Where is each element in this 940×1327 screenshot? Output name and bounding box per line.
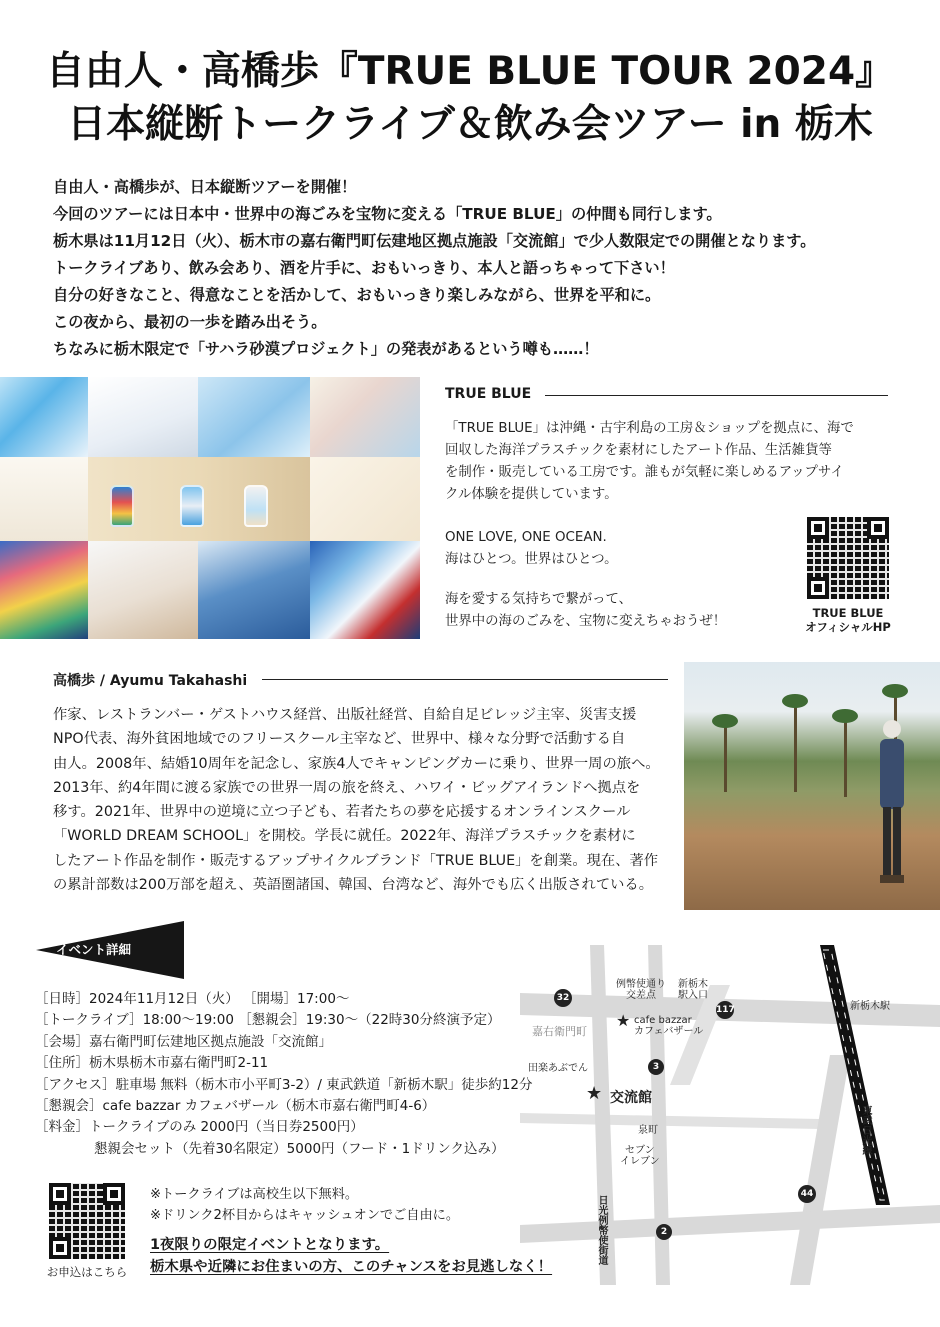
map-label-line: 例幣使通り [616,979,666,990]
note-line: ※ドリンク2杯目からはキャッシュオンでご自由に。 [150,1208,460,1223]
route-badge: 44 [798,1185,816,1203]
map-label-nikko-road: 日光例幣使街道 [596,1195,607,1265]
title-line-1: 自由人・高橋歩『TRUE BLUE TOUR 2024』 [45,49,895,94]
collage-photo [310,377,420,457]
palm-frond [832,709,858,723]
detail-party: ［懇親会］cafe bazzar カフェバザール（栃木市嘉右衛門町4-6） [35,1098,436,1115]
map-label-line: イレブン [620,1156,660,1167]
collage-photo [0,377,88,457]
collage-photo [88,377,198,457]
detail-talk-live: ［トークライブ］18:00〜19:00 ［懇親会］19:30〜（22時30分終演予定） [35,1012,501,1029]
detail-date: ［日時］2024年11月12日（火） ［開場］17:00〜 [35,991,350,1007]
detail-price: ［料金］トークライブのみ 2000円（当日券2500円） [35,1119,364,1136]
true-blue-qr-code[interactable] [807,517,889,599]
jar-shape [180,485,204,527]
collage-photo [310,541,420,639]
map-label-line: 新栃木 [678,979,708,990]
bio-line: 2013年、約4年間に渡る家族での世界一周の旅を終え、ハワイ・ビッグアイランドへ拠点を [53,779,641,796]
apply-qr-caption: お申込はこちら [46,1265,128,1279]
detail-address: ［住所］栃木県栃木市嘉右衛門町2-11 [35,1055,269,1072]
true-blue-slogan [445,527,785,571]
description-line: を制作・販売している工房です。誰もが気軽に楽しめるアップサイ [445,465,844,480]
section-divider [545,395,888,396]
bio-line: の累計部数は200万部を超え、英語圏諸国、韓国、台湾など、海外でも広く出版されている。 [53,877,654,894]
intro-line: 栃木県は11月12日（火）、栃木市の嘉右衛門町伝建地区拠点施設「交流館」で少人数限定での開催となります。 [53,232,816,250]
collage-photo [0,457,88,541]
map-label-izumicho: 泉町 [638,1125,658,1136]
map-label-line: cafe bazzar [634,1015,692,1026]
palm-trunk [724,722,727,792]
event-closing [150,1234,552,1278]
collage-photo [0,541,88,639]
true-blue-message [445,589,785,633]
qr-caption-line: TRUE BLUE [812,606,884,620]
collage-photo [198,541,310,639]
map-label-line: カフェバザール [634,1026,704,1037]
map-label-kaemoncho: 嘉右衛門町 [532,1025,587,1038]
map-label-reiheishi-crossing [616,979,666,1001]
closing-line: 1夜限りの限定イベントとなります。 [150,1237,390,1253]
collage-photo-jars [88,457,310,541]
message-line: 世界中の海のごみを、宝物に変えちゃおうぜ！ [445,614,727,629]
slogan-line: ONE LOVE, ONE OCEAN. [445,530,607,545]
bio-line: 由人。2008年、結婚10周年を記念し、家族4人でキャンピングカーに乗り、世界一周の旅へ。 [53,755,660,772]
map-label-line: 駅入口 [678,990,708,1001]
qr-finder [807,517,829,539]
collage-photo [88,541,198,639]
route-badge: 117 [716,1001,734,1019]
collage-photo [310,457,420,541]
intro-line: ちなみに栃木限定で「サハラ砂漠プロジェクト」の発表があるという噂も……！ [53,340,599,358]
bio-line: 作家、レストランバー・ゲストハウス経営、出版社経営、自給自足ビレッジ主宰、災害支援 [53,707,637,723]
bio-line: 移す。2021年、世界中の逆境に立つ子ども、若者たちの夢を応援するオンラインスクール [53,804,631,821]
intro-line: 自由人・高橋歩が、日本縦断ツアーを開催！ [53,178,357,196]
intro-line: トークライブあり、飲み会あり、酒を片手に、おもいっきり、本人と語っちゃって下さい！ [53,259,675,277]
qr-finder [103,1183,125,1205]
product-photo-collage [0,377,420,639]
star-icon: ★ [616,1011,631,1030]
description-line: 「TRUE BLUE」は沖縄・古宇利島の工房＆ショップを拠点に、海で [445,421,854,436]
section-divider [262,679,668,680]
jar-shape [110,485,134,527]
collage-photo [198,377,310,457]
profile-heading: 高橋歩 / Ayumu Takahashi [53,673,248,689]
description-line: クル体験を提供しています。 [445,487,618,502]
jar-shape [244,485,268,527]
bio-line: したアート作品を制作・販売するアップサイクルブランド「TRUE BLUE」を創業。現在、著作 [53,852,659,869]
true-blue-qr-caption [795,606,901,634]
bio-line: NPO代表、海外貧困地域でのフリースクール主宰など、世界中、様々な分野で活動する自 [53,731,626,748]
map-label-shintochigi-station: 新栃木駅 [850,1001,890,1012]
map-label-line: 交差点 [626,990,656,1001]
qr-finder [49,1237,71,1259]
palm-trunk [844,717,847,797]
qr-finder [867,517,889,539]
route-badge: 32 [554,989,572,1007]
map-label-tobu-line: 東武日光線 [860,1105,871,1155]
route-badge: 2 [656,1224,672,1240]
intro-line: この夜から、最初の一歩を踏み出そう。 [53,313,327,331]
qr-finder [49,1183,71,1205]
intro-line: 今回のツアーには日本中・世界中の海ごみを宝物に変える「TRUE BLUE」の仲間も同行します。 [53,205,722,223]
profile-bio [53,703,668,897]
bio-line: 「WORLD DREAM SCHOOL」を開校。学長に就任。2022年、海洋プラスチックを素材に [53,828,636,845]
true-blue-description [445,418,895,506]
true-blue-heading: TRUE BLUE [445,386,532,402]
description-line: 回収した海洋プラスチックを素材にしたアート作品、生活雑貨等 [445,443,832,458]
slogan-line: 海はひとつ。世界はひとつ。 [445,552,618,567]
map-label-venue: 交流館 [610,1090,652,1106]
intro-text [53,174,913,363]
intro-line: 自分の好きなこと、得意なことを活かして、おもいっきり楽しみながら、世界を平和に。 [53,286,661,304]
closing-line: 栃木県や近隣にお住まいの方、このチャンスをお見逃しなく！ [150,1259,553,1275]
map-label-shintochigi-entrance [678,979,708,1001]
palm-trunk [794,702,797,792]
message-line: 海を愛する気持ちで繋がって、 [445,592,633,607]
event-details-banner-label: イベント詳細 [56,942,132,957]
qr-finder [807,577,829,599]
note-line: ※トークライブは高校生以下無料。 [150,1187,359,1202]
detail-venue: ［会場］嘉右衛門町伝建地区拠点施設「交流館」 [35,1033,332,1050]
detail-access: ［アクセス］駐車場 無料（栃木市小平町3-2）/ 東武鉄道「新栃木駅」徒歩約12分 [35,1076,533,1093]
qr-caption-line: オフィシャルHP [805,620,891,634]
map-label-line: セブン [625,1145,655,1156]
map-label-cafe [634,1015,703,1037]
palm-frond [882,684,908,698]
star-icon: ★ [586,1083,603,1104]
access-map [520,945,940,1285]
event-notes [150,1184,459,1226]
apply-qr-code[interactable] [49,1183,125,1259]
map-label-taraku: 田楽あぶでん [528,1063,588,1074]
map-label-seven [620,1145,660,1167]
event-details-list [35,989,535,1160]
detail-price-set: 懇親会セット（先着30名限定）5000円（フード・1ドリンク込み） [94,1140,505,1157]
person-silhouette [870,715,910,890]
palm-frond [782,694,808,708]
palm-frond [712,714,738,728]
map-roads [520,945,940,1285]
route-badge: 3 [648,1059,664,1075]
title-line-2: 日本縦断トークライブ＆飲み会ツアー in 栃木 [67,102,873,147]
